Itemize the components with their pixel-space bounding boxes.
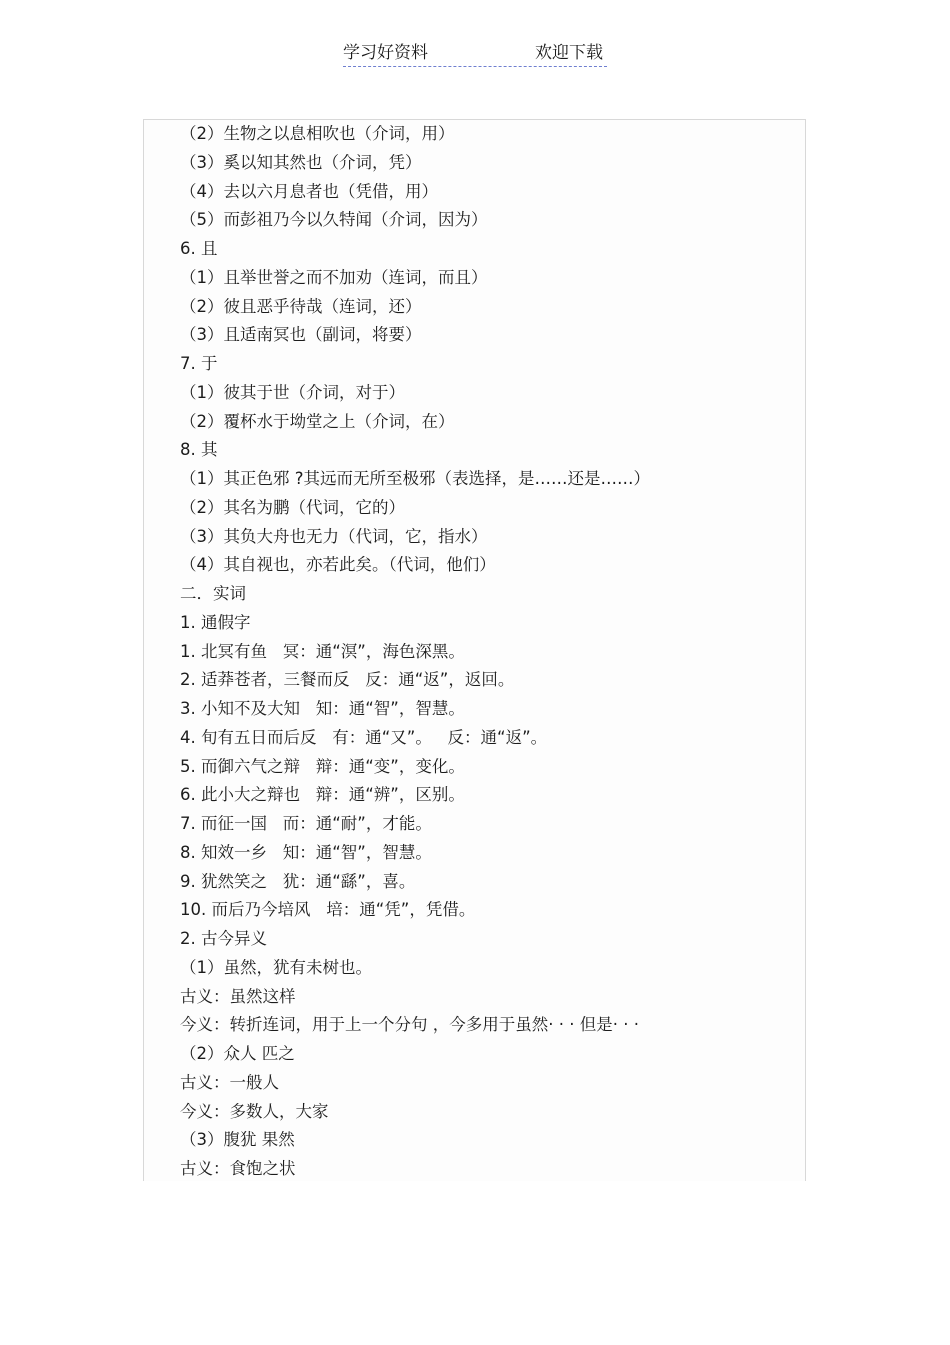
text-line: （1）虽然，犹有未树也。 (180, 957, 372, 977)
text-line: 古义：虽然这样 (180, 986, 296, 1006)
text-line: （2）其名为鹏（代词，它的） (180, 497, 405, 517)
section-heading: 二．实词 (180, 584, 246, 603)
text-line: （4）去以六月息者也（凭借，用） (180, 181, 438, 201)
text-line: （3）腹犹 果然 (180, 1130, 295, 1150)
document-content (143, 119, 806, 1181)
subsection-heading: 2. 古今异义 (180, 929, 267, 948)
header-right-text: 欢迎下载 (535, 43, 603, 63)
text-line: （3）其负大舟也无力（代词，它，指水） (180, 526, 488, 546)
text-line: 6. 此小大之辩也 辩：通“辨”，区别。 (180, 785, 465, 805)
text-line: （2）生物之以息相吹也（介词，用） (180, 124, 455, 143)
text-line: 3. 小知不及大知 知：通“智”，智慧。 (180, 699, 465, 718)
text-line: （2）覆杯水于坳堂之上（介词，在） (180, 411, 455, 431)
text-line: 4. 旬有五日而后反 有：通“又”。 反：通“返”。 (180, 727, 548, 747)
text-lines (180, 120, 805, 1181)
text-line: （3）且适南冥也（副词，将要） (180, 325, 422, 345)
text-line: （2）众人 匹之 (180, 1044, 295, 1063)
text-line: 古义：一般人 (180, 1072, 279, 1092)
text-line: 1. 北冥有鱼 冥：通“溟”，海色深黑。 (180, 641, 465, 661)
text-line: （3）奚以知其然也（介词，凭） (180, 152, 422, 172)
text-line: 8. 知效一乡 知：通“智”，智慧。 (180, 842, 432, 862)
text-line: （5）而彭祖乃今以久特闻（介词，因为） (180, 210, 488, 230)
text-line: 今义：转折连词，用于上一个分句 ，今多用于虽然· · · 但是· · · (180, 1015, 639, 1035)
text-line: （1）其正色邪 ?其远而无所至极邪（表选择，是……还是……） (180, 469, 651, 488)
text-line: （2）彼且恶乎待哉（连词，还） (180, 296, 422, 316)
section-heading: 8. 其 (180, 440, 218, 460)
text-line: 2. 适莽苍者，三餐而反 反：通“返”，返回。 (180, 670, 515, 690)
text-line: 5. 而御六气之辩 辩：通“变”，变化。 (180, 756, 465, 776)
subsection-heading: 1. 通假字 (180, 612, 251, 632)
text-line: 10. 而后乃今培风 培：通“凭”，凭借。 (180, 900, 476, 920)
header-left-text: 学习好资料 (343, 43, 428, 63)
text-line: （1）彼其于世（介词，对于） (180, 382, 405, 402)
text-line: （1）且举世誉之而不加劝（连词，而且） (180, 267, 488, 287)
text-line: 9. 犹然笑之 犹：通“繇”，喜。 (180, 871, 416, 891)
text-line: 古义：食饱之状 (180, 1159, 296, 1178)
section-heading: 6. 且 (180, 239, 218, 258)
page-header (343, 40, 607, 67)
text-line: 今义：多数人，大家 (180, 1101, 329, 1121)
text-line: （4）其自视也，亦若此矣。（代词，他们） (180, 555, 496, 575)
text-line: 7. 而征一国 而：通“耐”，才能。 (180, 814, 432, 833)
section-heading: 7. 于 (180, 354, 218, 373)
